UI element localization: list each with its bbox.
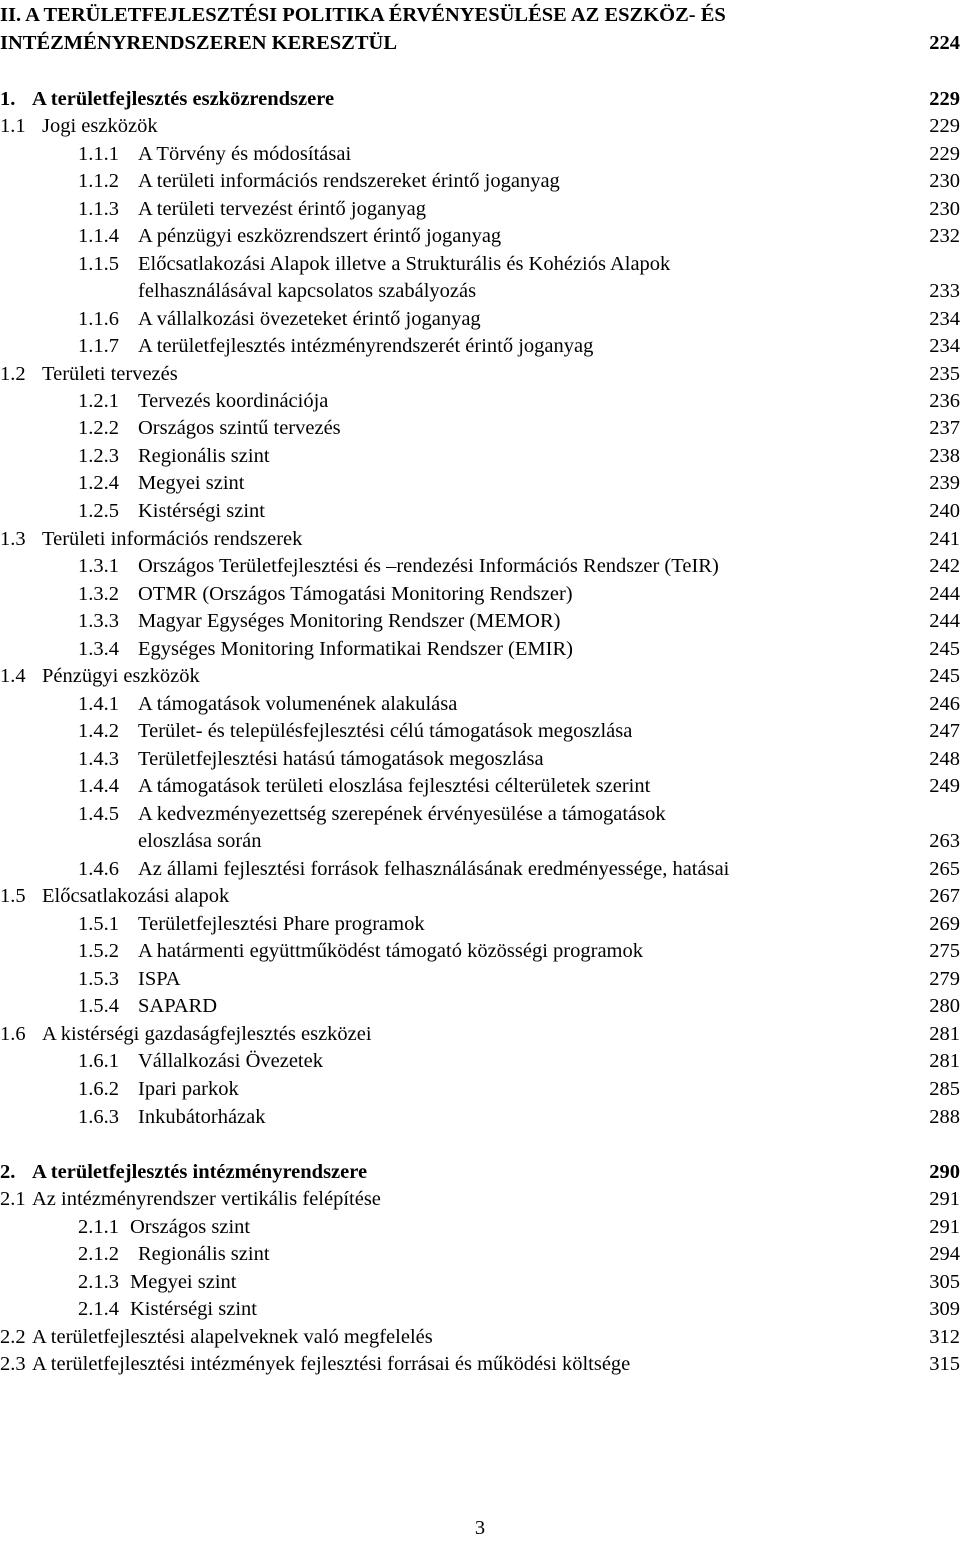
toc-entry-page: 281 [929,1023,960,1045]
toc-entry-number: 1.4.4 [78,775,119,797]
toc-entry [0,361,960,387]
toc-entry-number: 2.1.1 [78,1216,119,1238]
toc-entry [0,801,960,827]
toc-entry-number: 1.3.1 [78,555,119,577]
toc-entry-page: 247 [929,720,960,742]
toc-entry-page: 232 [929,225,960,247]
toc-entry-page: 315 [929,1353,960,1375]
toc-entry-title: A kistérségi gazdaságfejlesztés eszközei [42,1023,372,1045]
toc-entry-title: Területi tervezés [42,363,178,385]
toc-entry-number: 1.4.2 [78,720,119,742]
toc-entry-number: 1.2.3 [78,445,119,467]
toc-entry-number: 1.4.3 [78,748,119,770]
toc-entry [0,553,960,579]
toc-entry-page: 242 [929,555,960,577]
toc-entry-page: 288 [929,1106,960,1128]
toc-entry-number: 1.6.1 [78,1050,119,1072]
toc-entry-page: 248 [929,748,960,770]
toc-entry [0,1241,960,1267]
toc-entry [0,86,960,112]
toc-entry [0,1021,960,1047]
toc-entry-title: A pénzügyi eszközrendszert érintő joganyag [138,225,502,247]
toc-heading-line2 [0,30,960,56]
toc-entry-page: 230 [929,170,960,192]
toc-entry-number: 1.3.3 [78,610,119,632]
toc-entry [0,911,960,937]
toc-entry-page: 279 [929,968,960,990]
toc-entry-page: 234 [929,335,960,357]
toc-entry-title: A területi információs rendszereket érintő joganyag [138,170,560,192]
toc-entry [0,498,960,524]
toc-entry [0,1214,960,1240]
toc-entry-page: 265 [929,858,960,880]
toc-entry [0,1104,960,1130]
toc-entry-page: 244 [929,610,960,632]
toc-entry-number: 1.2.4 [78,472,119,494]
toc-entry-page: 229 [929,88,960,110]
toc-entry [0,333,960,359]
toc-entry-title: A területfejlesztés eszközrendszere [32,88,335,110]
toc-entry [0,251,960,277]
toc-entry-title: A határmenti együttműködést támogató közösségi programok [138,940,643,962]
toc-entry [0,1186,960,1212]
toc-entry-number: 1.5.2 [78,940,119,962]
toc-entry-page: 233 [929,280,960,302]
toc-heading-text-1: II. A TERÜLETFEJLESZTÉSI POLITIKA ÉRVÉNYESÜLÉSE AZ ESZKÖZ- ÉS [0,4,726,26]
toc-entry-number: 1.2.1 [78,390,119,412]
toc-entry-number: 1.1.4 [78,225,119,247]
toc-entry-number: 1.4 [0,665,26,687]
toc-entry-number: 1.3 [0,528,26,550]
toc-entry-title: Tervezés koordinációja [138,390,329,412]
toc-entry [0,415,960,441]
toc-entry-page: 235 [929,363,960,385]
toc-entry-page: 312 [929,1326,960,1348]
toc-entry-title: ISPA [138,968,181,990]
toc-entry [0,608,960,634]
toc-entry-number: 1.1.2 [78,170,119,192]
toc-entry-number: 2.1.3 [78,1271,119,1293]
toc-entry-page: 244 [929,583,960,605]
toc-entry-page: 275 [929,940,960,962]
toc-entry-title: Előcsatlakozási Alapok illetve a Strukturális és Kohéziós Alapok [138,253,671,275]
toc-entry-number: 2.2 [0,1326,26,1348]
toc-entry-title: Az intézményrendszer vertikális felépítése [32,1188,381,1210]
toc-entry [0,1296,960,1322]
toc-entry [0,691,960,717]
toc-entry-title: Kistérségi szint [138,500,265,522]
toc-entry [0,1159,960,1185]
toc-entry-number: 1.4.1 [78,693,119,715]
toc-entry [0,636,960,662]
toc-entry-title: OTMR (Országos Támogatási Monitoring Rendszer) [138,583,573,605]
toc-entry-page: 280 [929,995,960,1017]
toc-entry-continuation [0,828,960,854]
toc-entry-number: 1.5 [0,885,26,907]
toc-entry-page: 249 [929,775,960,797]
toc-entry-number: 1.5.4 [78,995,119,1017]
toc-entry-number: 1.1.5 [78,253,119,275]
toc-entry-page: 281 [929,1050,960,1072]
toc-entry-title: A támogatások volumenének alakulása [138,693,458,715]
toc-entry [0,526,960,552]
toc-entry [0,718,960,744]
toc-entry-page: 230 [929,198,960,220]
toc-entry-title: A Törvény és módosításai [138,143,352,165]
toc-entry-page: 229 [929,115,960,137]
toc-entry-page: 234 [929,308,960,330]
toc-entry-number: 1.3.4 [78,638,119,660]
toc-entry-title: Kistérségi szint [130,1298,257,1320]
toc-entry [0,388,960,414]
toc-heading-page: 224 [929,32,960,54]
toc-entry-title: Területfejlesztési Phare programok [138,913,425,935]
toc-entry-title: Ipari parkok [138,1078,239,1100]
toc-entry-number: 2.1.4 [78,1298,119,1320]
toc-entry-title: Országos szint [130,1216,251,1238]
toc-entry-page: 238 [929,445,960,467]
toc-entry [0,856,960,882]
toc-entry [0,1324,960,1350]
toc-entry-page: 245 [929,638,960,660]
toc-entry-title: Magyar Egységes Monitoring Rendszer (MEMOR) [138,610,561,632]
toc-entry-title: A támogatások területi eloszlása fejlesztési célterületek szerint [138,775,651,797]
toc-entry-page: 240 [929,500,960,522]
toc-entry [0,306,960,332]
toc-entry-number: 1.6 [0,1023,26,1045]
toc-entry-page: 236 [929,390,960,412]
toc-entry-page: 291 [929,1216,960,1238]
toc-entry-continuation [0,278,960,304]
toc-entry [0,141,960,167]
toc-entry-page: 237 [929,417,960,439]
toc-entry [0,168,960,194]
toc-entry-page: 269 [929,913,960,935]
toc-entry-title: Jogi eszközök [42,115,158,137]
toc-entry-title: Előcsatlakozási alapok [42,885,230,907]
toc-entry [0,993,960,1019]
toc-entry-page: 246 [929,693,960,715]
toc-entry [0,223,960,249]
toc-entry-title: Egységes Monitoring Informatikai Rendszer (EMIR) [138,638,573,660]
toc-entry-title: Országos szintű tervezés [138,417,341,439]
toc-entry [0,196,960,222]
toc-entry-page: 245 [929,665,960,687]
toc-entry-number: 1.1.3 [78,198,119,220]
toc-entry-page: 239 [929,472,960,494]
toc-entry-number: 1. [0,88,16,110]
toc-heading-line1 [0,2,960,28]
toc-entry-title: A területfejlesztési alapelveknek való megfelelés [32,1326,433,1348]
toc-entry [0,1048,960,1074]
toc-entry-page: 229 [929,143,960,165]
toc-entry-number: 1.1.6 [78,308,119,330]
toc-entry-title: Inkubátorházak [138,1106,266,1128]
toc-entry-page: 290 [929,1161,960,1183]
toc-entry-title: Regionális szint [138,1243,270,1265]
toc-entry-page: 267 [929,885,960,907]
toc-entry-page: 294 [929,1243,960,1265]
toc-entry-number: 1.5.3 [78,968,119,990]
toc-entry-title: A területfejlesztési intézmények fejlesztési forrásai és működési költsége [32,1353,631,1375]
toc-entry-title: Terület- és településfejlesztési célú támogatások megoszlása [138,720,633,742]
toc-entry-number: 1.4.5 [78,803,119,825]
toc-entry [0,443,960,469]
toc-entry-title: Regionális szint [138,445,270,467]
toc-entry-number: 1.5.1 [78,913,119,935]
toc-entry-number: 1.2.5 [78,500,119,522]
toc-entry-number: 1.3.2 [78,583,119,605]
toc-entry-number: 2.1.2 [78,1243,119,1265]
page-number: 3 [474,1517,486,1539]
toc-entry-title: Az állami fejlesztési források felhasználásának eredményessége, hatásai [138,858,730,880]
toc-entry-title-continued: eloszlása során [138,830,262,852]
toc-entry [0,1076,960,1102]
toc-entry [0,773,960,799]
toc-entry-title: Megyei szint [138,472,245,494]
toc-entry-number: 1.2 [0,363,26,385]
toc-entry-title: Országos Területfejlesztési és –rendezési Információs Rendszer (TeIR) [138,555,719,577]
toc-entry-title: A kedvezményezettség szerepének érvényesülése a támogatások [138,803,666,825]
toc-heading-text-2: INTÉZMÉNYRENDSZEREN KERESZTÜL [0,32,397,54]
toc-entry-number: 1.1.7 [78,335,119,357]
toc-entry-number: 1.1 [0,115,26,137]
toc-entry [0,1351,960,1377]
toc-entry-number: 1.2.2 [78,417,119,439]
toc-entry-title: Pénzügyi eszközök [42,665,200,687]
toc-entry-number: 2.1 [0,1188,26,1210]
toc-entry [0,663,960,689]
toc-entry-page: 291 [929,1188,960,1210]
toc-entry [0,113,960,139]
toc-entry [0,1269,960,1295]
toc-entry [0,746,960,772]
toc-entry-title: A területi tervezést érintő joganyag [138,198,427,220]
toc-entry-number: 1.1.1 [78,143,119,165]
toc-entry-page: 285 [929,1078,960,1100]
toc-entry-number: 1.4.6 [78,858,119,880]
toc-entry-number: 1.6.2 [78,1078,119,1100]
toc-entry-title-continued: felhasználásával kapcsolatos szabályozás [138,280,477,302]
toc-entry-title: Megyei szint [130,1271,237,1293]
toc-entry-page: 305 [929,1271,960,1293]
toc-entry [0,581,960,607]
toc-entry-title: A területfejlesztés intézményrendszere [32,1161,368,1183]
toc-entry-number: 2.3 [0,1353,26,1375]
toc-entry [0,966,960,992]
toc-entry-title: Vállalkozási Övezetek [138,1050,323,1072]
toc-entry-title: Területi információs rendszerek [42,528,303,550]
toc-entry [0,470,960,496]
toc-entry [0,938,960,964]
toc-entry-title: A vállalkozási övezeteket érintő joganyag [138,308,481,330]
toc-entry [0,883,960,909]
toc-entry-title: SAPARD [138,995,218,1017]
toc-entry-title: Területfejlesztési hatású támogatások megoszlása [138,748,544,770]
toc-entry-number: 1.6.3 [78,1106,119,1128]
toc-entry-page: 309 [929,1298,960,1320]
toc-entry-page: 241 [929,528,960,550]
toc-entry-title: A területfejlesztés intézményrendszerét érintő joganyag [138,335,594,357]
toc-entry-number: 2. [0,1161,16,1183]
toc-entry-page: 263 [929,830,960,852]
